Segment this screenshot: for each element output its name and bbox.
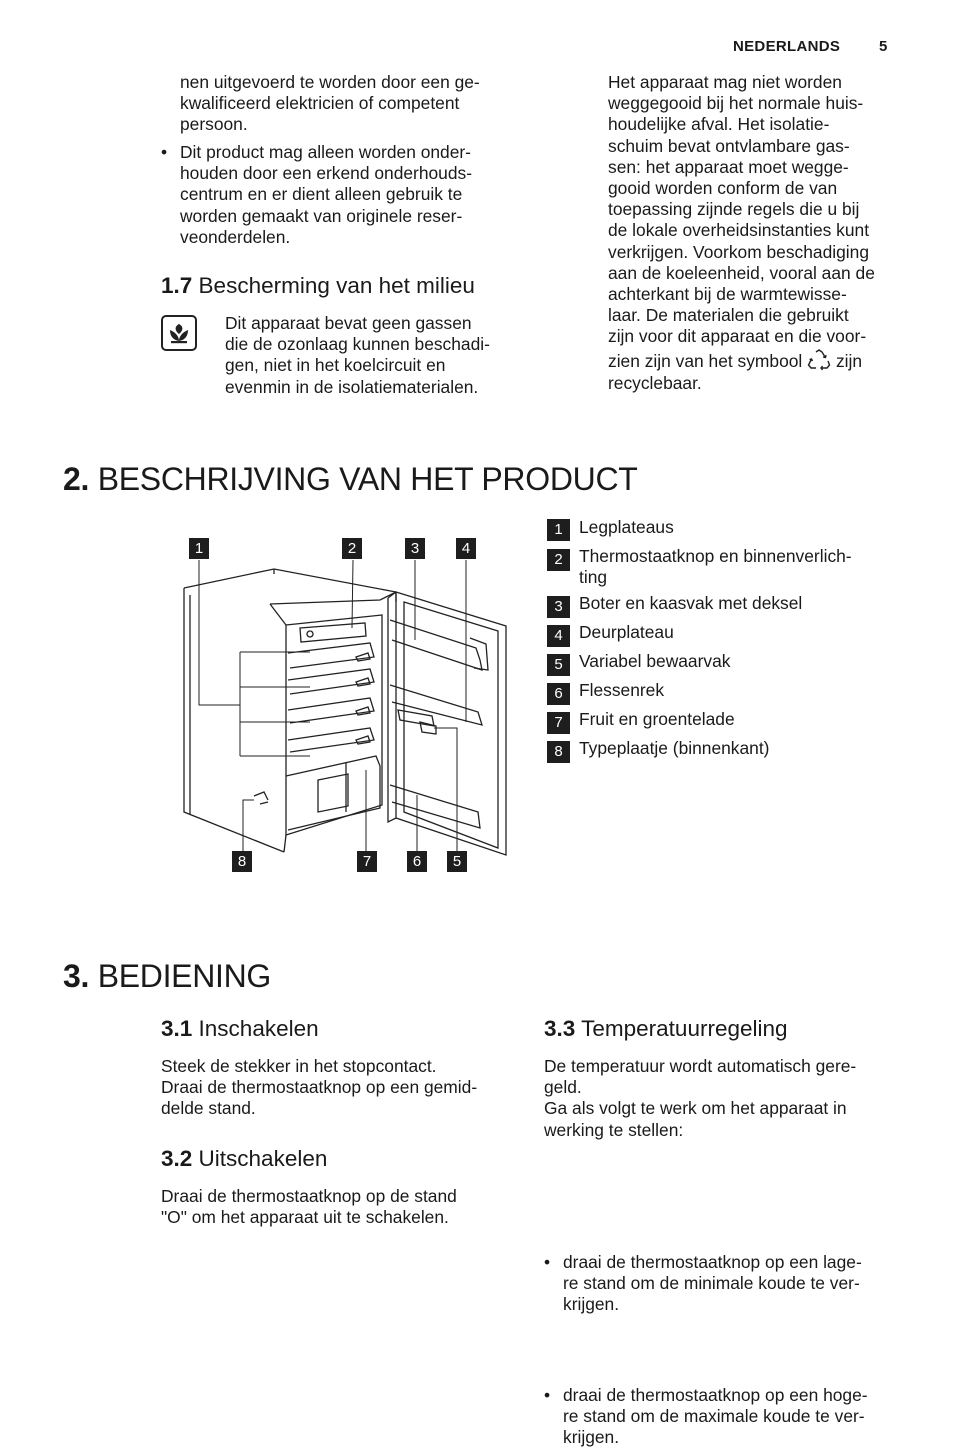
legend-label: Typeplaatje (binnenkant) — [579, 738, 770, 758]
symbol-line-suffix: zijn — [835, 351, 863, 371]
section-3-1-text: Steek de stekker in het stopcontact. Draai de thermostaatknop op een gemid- delde stand. — [161, 1056, 478, 1119]
legend-label: Variabel bewaarvak — [579, 651, 731, 671]
diagram-callout: 7 — [357, 851, 377, 872]
legend-label: Fruit en groentelade — [579, 709, 735, 729]
legend-number: 8 — [547, 741, 570, 763]
section-3-1-title: Inschakelen — [198, 1016, 319, 1041]
legend-label: Thermostaatknop en binnenverlich- ting — [579, 546, 852, 587]
section-2-heading — [63, 461, 638, 497]
recycle-icon — [807, 349, 831, 376]
section-3-3-heading — [544, 1016, 788, 1042]
section-3-1-heading — [161, 1016, 319, 1042]
section-3-2-heading — [161, 1146, 327, 1172]
legend-number: 4 — [547, 625, 570, 647]
section-1-7-heading — [161, 273, 475, 299]
section-3-3-text: De temperatuur wordt automatisch gere- geld. Ga als volgt te werk om het apparaat in werking te stellen: — [544, 1056, 857, 1140]
section-3-2-title: Uitschakelen — [198, 1146, 328, 1171]
page-number: 5 — [879, 38, 888, 55]
section-2-number: 2. — [63, 461, 90, 497]
section-1-7-title: Bescherming van het milieu — [198, 273, 475, 298]
section-3-3-bullet: • draai de thermostaatknop op een lage- re stand om de minimale koude te ver- krijgen. — [544, 1252, 913, 1316]
section-2-title: BESCHRIJVING VAN HET PRODUCT — [97, 461, 638, 497]
section-3-title: BEDIENING — [97, 958, 272, 994]
legend-number: 2 — [547, 549, 570, 571]
section-3-3-title: Temperatuurregeling — [581, 1016, 788, 1041]
section-3-2-text: Draai de thermostaatknop op de stand "O" om het apparaat uit te schakelen. — [161, 1186, 457, 1228]
maintenance-bullet: • Dit product mag alleen worden onder- houden door een erkend onderhouds- centrum en er dient alleen gebruik te worden gemaakt van originele reser- veonderdelen. — [161, 142, 544, 248]
diagram-callout: 2 — [342, 538, 362, 559]
legend-label: Deurplateau — [579, 622, 674, 642]
legend-label: Legplateaus — [579, 517, 674, 537]
section-3-3-bullet: • draai de thermostaatknop op een hoge- re stand om de maximale koude te ver- krijgen. — [544, 1385, 913, 1448]
diagram-callout: 1 — [189, 538, 209, 559]
section-3-number: 3. — [63, 958, 90, 994]
section-3-3-number: 3.3 — [544, 1016, 576, 1041]
environment-icon — [161, 315, 197, 351]
section-3-1-number: 3.1 — [161, 1016, 193, 1041]
legend-label: Flessenrek — [579, 680, 665, 700]
diagram-callout: 4 — [456, 538, 476, 559]
section-3-heading — [63, 958, 271, 994]
legend-number: 1 — [547, 519, 570, 541]
legend-number: 5 — [547, 654, 570, 676]
diagram-callout: 6 — [407, 851, 427, 872]
eco-text: Dit apparaat bevat geen gassen die de ozonlaag kunnen beschadi- gen, niet in het koelcircuit en evenmin in de isolatiematerialen. — [225, 313, 490, 397]
section-1-7-number: 1.7 — [161, 273, 193, 298]
symbol-line-text: zien zijn van het symbool — [608, 351, 803, 371]
recyclable-text: recyclebaar. — [608, 373, 702, 393]
header-language: NEDERLANDS — [733, 38, 841, 55]
intro-paragraph: nen uitgevoerd te worden door een ge- kwalificeerd elektricien of competent persoon. — [180, 72, 480, 135]
legend-number: 7 — [547, 712, 570, 734]
legend-label: Boter en kaasvak met deksel — [579, 593, 803, 613]
diagram-callout: 8 — [232, 851, 252, 872]
disposal-paragraph: Het apparaat mag niet worden weggegooid bij het normale huis- houdelijke afval. Het isolatie- schuim bevat ontvlambare gas- sen: het apparaat moet wegge- gooid worden conform de van toepassing zijnde regels die u bij de lokale overheidsinstanties kunt verkrijgen. Voorkom beschadiging aan de koeleenheid, vooral aan de achterkant bij de warmtewisse- laar. De materialen die gebruikt zijn voor dit apparaat en die voor- — [608, 72, 875, 347]
diagram-callout: 5 — [447, 851, 467, 872]
section-3-2-number: 3.2 — [161, 1146, 193, 1171]
fridge-diagram — [170, 530, 520, 880]
legend-number: 3 — [547, 596, 570, 618]
diagram-callout: 3 — [405, 538, 425, 559]
legend-number: 6 — [547, 683, 570, 705]
